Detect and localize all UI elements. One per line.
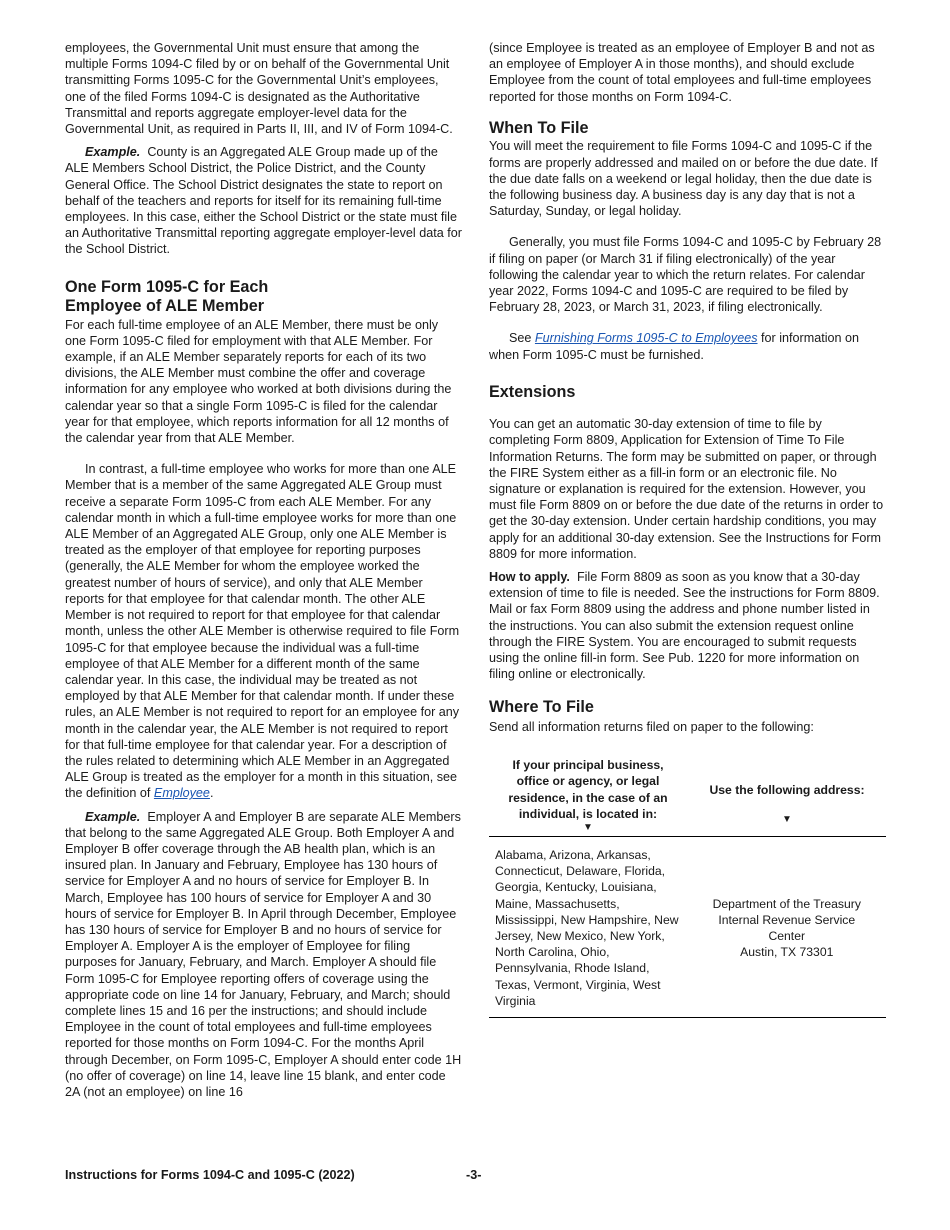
paragraph: For each full-time employee of an ALE Member, there must be only one Form 1095-C filed for employment with that ALE Member. For example, if an ALE Member separately reports for each of its two divisions, the ALE Member must combine the offer and coverage information for any employee who worked at both divisions during the calendar year so that a single Form 1095-C is filed for the calendar year for that employee, which reports information for all 12 months of the calendar year from that ALE Member.: [65, 317, 452, 446]
punctuation: .: [209, 786, 214, 801]
address-table: [489, 753, 886, 1018]
example-label: Example.: [85, 809, 141, 824]
address-cell: [688, 837, 887, 1018]
paragraph: [65, 461, 462, 801]
section-heading: [65, 278, 462, 317]
right-column: [489, 40, 886, 1018]
page-number: -3-: [466, 1168, 482, 1182]
page-footer: [65, 1168, 887, 1182]
example-text: County is an Aggregated ALE Group made up of the ALE Members School District, the Police District, and the County General Office. The School District designates the state to report on behalf of the teachers and reports for itself for its remaining full-time employees. In this case, either the School District or the state must file an Authoritative Transmittal reporting aggregate employer-level data for the School District.: [65, 145, 462, 257]
example-paragraph: [65, 144, 462, 257]
table-row: [489, 837, 886, 1018]
address-line: Austin, TX 73301: [740, 945, 834, 960]
header-text: Use the following address:: [709, 782, 865, 797]
paragraph: [489, 330, 886, 362]
footer-title: Instructions for Forms 1094-C and 1095-C (2022): [65, 1168, 355, 1182]
address-line: Department of the Treasury: [712, 896, 861, 911]
how-to-apply-paragraph: [489, 569, 886, 682]
address-line: Internal Revenue Service: [718, 912, 856, 927]
where-to-file-heading: Where To File: [489, 697, 594, 716]
location-column-header: [489, 753, 688, 836]
header-text: If your principal business, office or agency, or legal residence, in the case of an individual, is located in:: [508, 758, 668, 821]
paragraph: Generally, you must file Forms 1094-C and 1095-C by February 28 if filing on paper (or March 31 if filing electronically) of the year following the calendar year to which the return relates. For calendar year 2022, Forms 1094-C and 1095-C are required to be filed by February 28, 2023, or March 31, 2023, if filing electronically.: [489, 235, 882, 315]
heading-line: Employee of ALE Member: [65, 297, 265, 316]
table-header-row: [489, 753, 886, 836]
example-paragraph: [65, 809, 462, 1101]
paragraph: employees, the Governmental Unit must ensure that among the multiple Forms 1094-C filed by or on behalf of the Governmental Unit transmitting Forms 1095-C for the Governmental Unit’s employees, one of the filed Forms 1094-C is designated as the Authoritative Transmittal and reports aggregate employer-level data for the Governmental Unit, as required in Parts II, III, and IV of Form 1094-C.: [65, 41, 453, 137]
states-cell: Alabama, Arizona, Arkansas, Connecticut, Delaware, Florida, Georgia, Kentucky, Louisiana, Maine, Massachusetts, Mississippi, New Hampshire, New Jersey, New Mexico, New York, North Carolina, Ohio, Pennsylvania, Rhode Island, Texas, Vermont, Virginia, West Virginia: [489, 837, 688, 1018]
furnishing-forms-link[interactable]: Furnishing Forms 1095-C to Employees: [534, 331, 758, 346]
paragraph-text: See: [509, 331, 532, 346]
paragraph: Send all information returns filed on paper to the following:: [489, 720, 814, 734]
paragraph: You will meet the requirement to file Forms 1094-C and 1095-C if the forms are properly addressed and mailed on or before the due date. If the due date falls on a weekend or legal holiday, then the due date is the following business day. A business day is any day that is not a Saturday, Sunday, or legal holiday.: [489, 139, 878, 219]
paragraph-text: In contrast, a full-time employee who works for more than one ALE Member that is a member of the same Aggregated ALE Group must receive a separate Form 1095-C from each ALE Member. For any calendar month in which a full-time employee works for more than one ALE Member of an Aggregated ALE Group, only one ALE Member is treated as the employer of that employee for reporting purposes (generally, the ALE Member for whom the employee worked the greatest number of hours of service), and only that ALE Member reports for that employee for that calendar month. The other ALE Member is not required to report for that employee for that calendar month, unless the other ALE Member is otherwise required to file Form 1095-C for that employee because the individual was a full-time employee of that ALE Member for a different month of the same calendar year. In this case, the individual may be treated as not employed by that ALE Member for that calendar month. If under these rules, an ALE Member is not required to report for an employee for any month in the calendar year, the ALE Member is not required to report for that full-time employee for that calendar year. For a description of the rules related to determining which ALE Member in an Aggregated ALE Group is treated as the employer for a month in this situation, see the definition of: [65, 462, 460, 801]
paragraph-text: for information on when Form 1095-C must be furnished.: [489, 331, 860, 362]
paragraph: (since Employee is treated as an employee of Employer B and not as an employee of Employer A in those months), and should exclude Employee from the count of total employees and full-time employees reported for those months on Form 1094-C.: [489, 41, 875, 104]
down-arrow-icon: ▼: [583, 822, 593, 834]
extensions-heading: Extensions: [489, 382, 576, 401]
example-text: Employer A and Employer B are separate ALE Members that belong to the same Aggregated ALE Group. Both Employer A and Employer B offer coverage through the AB health plan, which is an insured plan. In January and February, Employee has 130 hours of service for Employer A and no hours of service for Employer B. In March, Employee has 100 hours of service for Employer A and 30 hours of service for Employer B. In April through December, Employee has 130 hours of service for Employer B and no hours of service for Employer A. Employer A is the employer of Employee for filing purposes for January, February, and March. Employer A should file Form 1095-C for Employee reporting offers of coverage using the appropriate code on line 14 for January, February, and March; should complete lines 15 and 16 per the instructions; and should include Employee in the count of total employees and full-time employees reported for those months on Form 1094-C. For the months April through December, on Form 1095-C, Employer A should enter code 1H (no offer of coverage) on line 14, leave line 15 blank, and enter code 2A (not an employee) on line 16: [65, 809, 462, 1099]
down-arrow-icon: ▼: [782, 813, 792, 825]
employee-link[interactable]: Employee: [153, 786, 210, 801]
when-to-file-heading: When To File: [489, 118, 589, 137]
left-column: [65, 40, 462, 1100]
paragraph: You can get an automatic 30-day extension of time to file by completing Form 8809, Application for Extension of Time To File Information Returns. The form may be submitted on paper, or through the FIRE System either as a fill-in form or an electronic file. No signature or explanation is required for the extension. However, you must file Form 8809 on or before the due date of the returns in order to get the 30-day extension. Under certain hardship conditions, you may apply for an additional 30-day extension. See the Instructions for Form 8809 for more information.: [489, 417, 884, 561]
heading-line: One Form 1095-C for Each: [65, 277, 269, 296]
how-to-apply-label: How to apply.: [489, 570, 570, 585]
address-line: Center: [768, 929, 806, 944]
address-column-header: [688, 753, 887, 836]
example-label: Example.: [85, 145, 141, 160]
paragraph-text: File Form 8809 as soon as you know that a 30-day extension of time to file is needed. See the instructions for Form 8809. Mail or fax Form 8809 using the address and phone number listed in the instructions. You can also submit the extension request online through the FIRE System. You are encouraged to submit requests using the online fill-in form. See Pub. 1220 for more information on filing online or electronically.: [489, 570, 880, 682]
